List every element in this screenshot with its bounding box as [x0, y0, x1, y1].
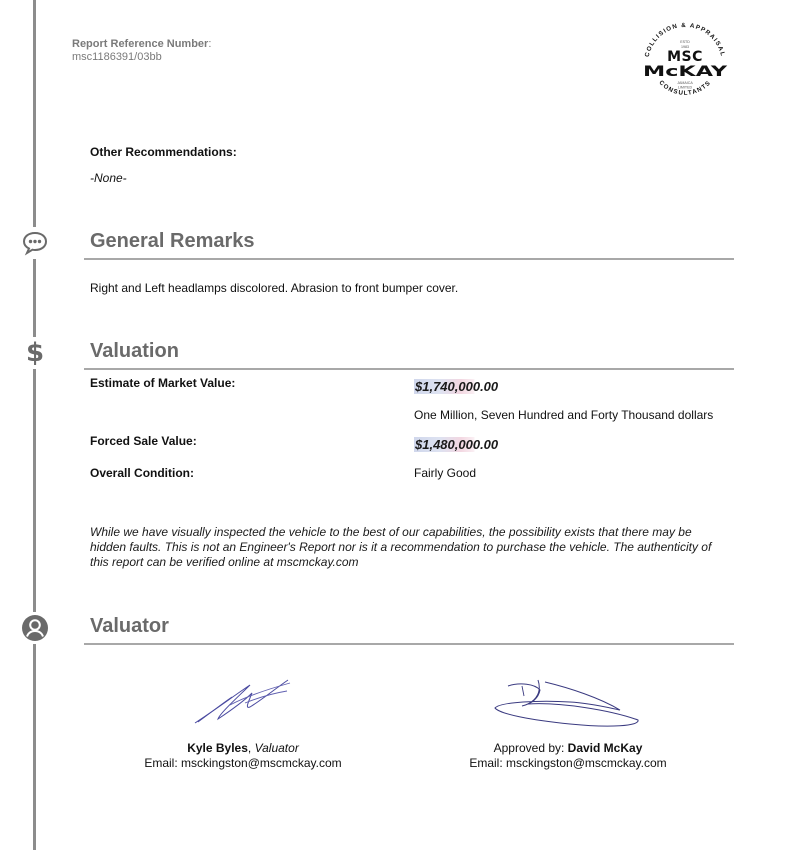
company-logo [638, 21, 732, 107]
speech-bubble-icon [19, 227, 51, 259]
valuator-heading: Valuator [90, 615, 169, 637]
logo-year: 1983 [681, 45, 689, 49]
user-icon [19, 612, 51, 644]
market-value: $1,740,000.00 [415, 379, 499, 394]
general-remarks-rule [84, 258, 734, 260]
recommendations-value: -None- [90, 171, 127, 185]
forced-sale-value: $1,480,000.00 [415, 437, 499, 452]
logo-top-arc: COLLISION & APPRAISAL [643, 21, 727, 58]
valuator-signature [190, 675, 300, 730]
reference-label: Report Reference Number [72, 38, 209, 50]
condition-label: Overall Condition: [90, 466, 195, 480]
logo-line2: McKAY [643, 64, 729, 80]
valuator-separator: , [247, 741, 255, 755]
general-remarks-heading: General Remarks [90, 230, 255, 252]
logo-sub1: JAMAICA [677, 81, 693, 85]
valuation-rule [84, 368, 734, 370]
logo-line1: MSC [667, 49, 703, 65]
valuator-signature-block [140, 741, 346, 771]
logo-sub2: LIMITED [677, 85, 693, 90]
valuation-heading: Valuation [90, 340, 179, 362]
reference-colon: : [208, 38, 212, 50]
condition-value: Fairly Good [414, 466, 477, 480]
report-reference [72, 38, 211, 64]
approver-prefix: Approved by: [493, 741, 568, 755]
forced-sale-label: Forced Sale Value: [90, 434, 197, 448]
approver-email-label: Email: [469, 756, 507, 770]
logo-estd: ESTD [680, 40, 690, 44]
logo-bottom-arc: CONSULTANTS [657, 79, 713, 97]
approver-email[interactable]: msckingston@mscmckay.com [506, 756, 667, 770]
approver-signature [490, 678, 650, 733]
valuator-name: Kyle Byles [187, 741, 248, 755]
general-remarks-text: Right and Left headlamps discolored. Abrasion to front bumper cover. [90, 281, 459, 295]
valuator-email[interactable]: msckingston@mscmckay.com [181, 756, 342, 770]
valuator-email-label: Email: [144, 756, 182, 770]
disclaimer-text: While we have visually inspected the vehicle to the best of our capabilities, the possibility exists that there may be hidden faults. This is not an Engineer's Report nor is it a recommendation to purchase the vehicle. The authenticity of this report can be verified online at mscmckay.com [90, 525, 712, 569]
approver-signature-block [462, 741, 674, 771]
market-value-words: One Million, Seven Hundred and Forty Thousand dollars [414, 408, 714, 422]
valuator-role: Valuator [254, 741, 299, 755]
valuator-rule [84, 643, 734, 645]
approver-name: David McKay [567, 741, 643, 755]
timeline-line [33, 0, 36, 850]
dollar-icon: $ [19, 337, 51, 369]
reference-number: msc1186391/03bb [72, 51, 162, 63]
recommendations-label: Other Recommendations: [90, 145, 237, 159]
market-value-label: Estimate of Market Value: [90, 376, 236, 390]
